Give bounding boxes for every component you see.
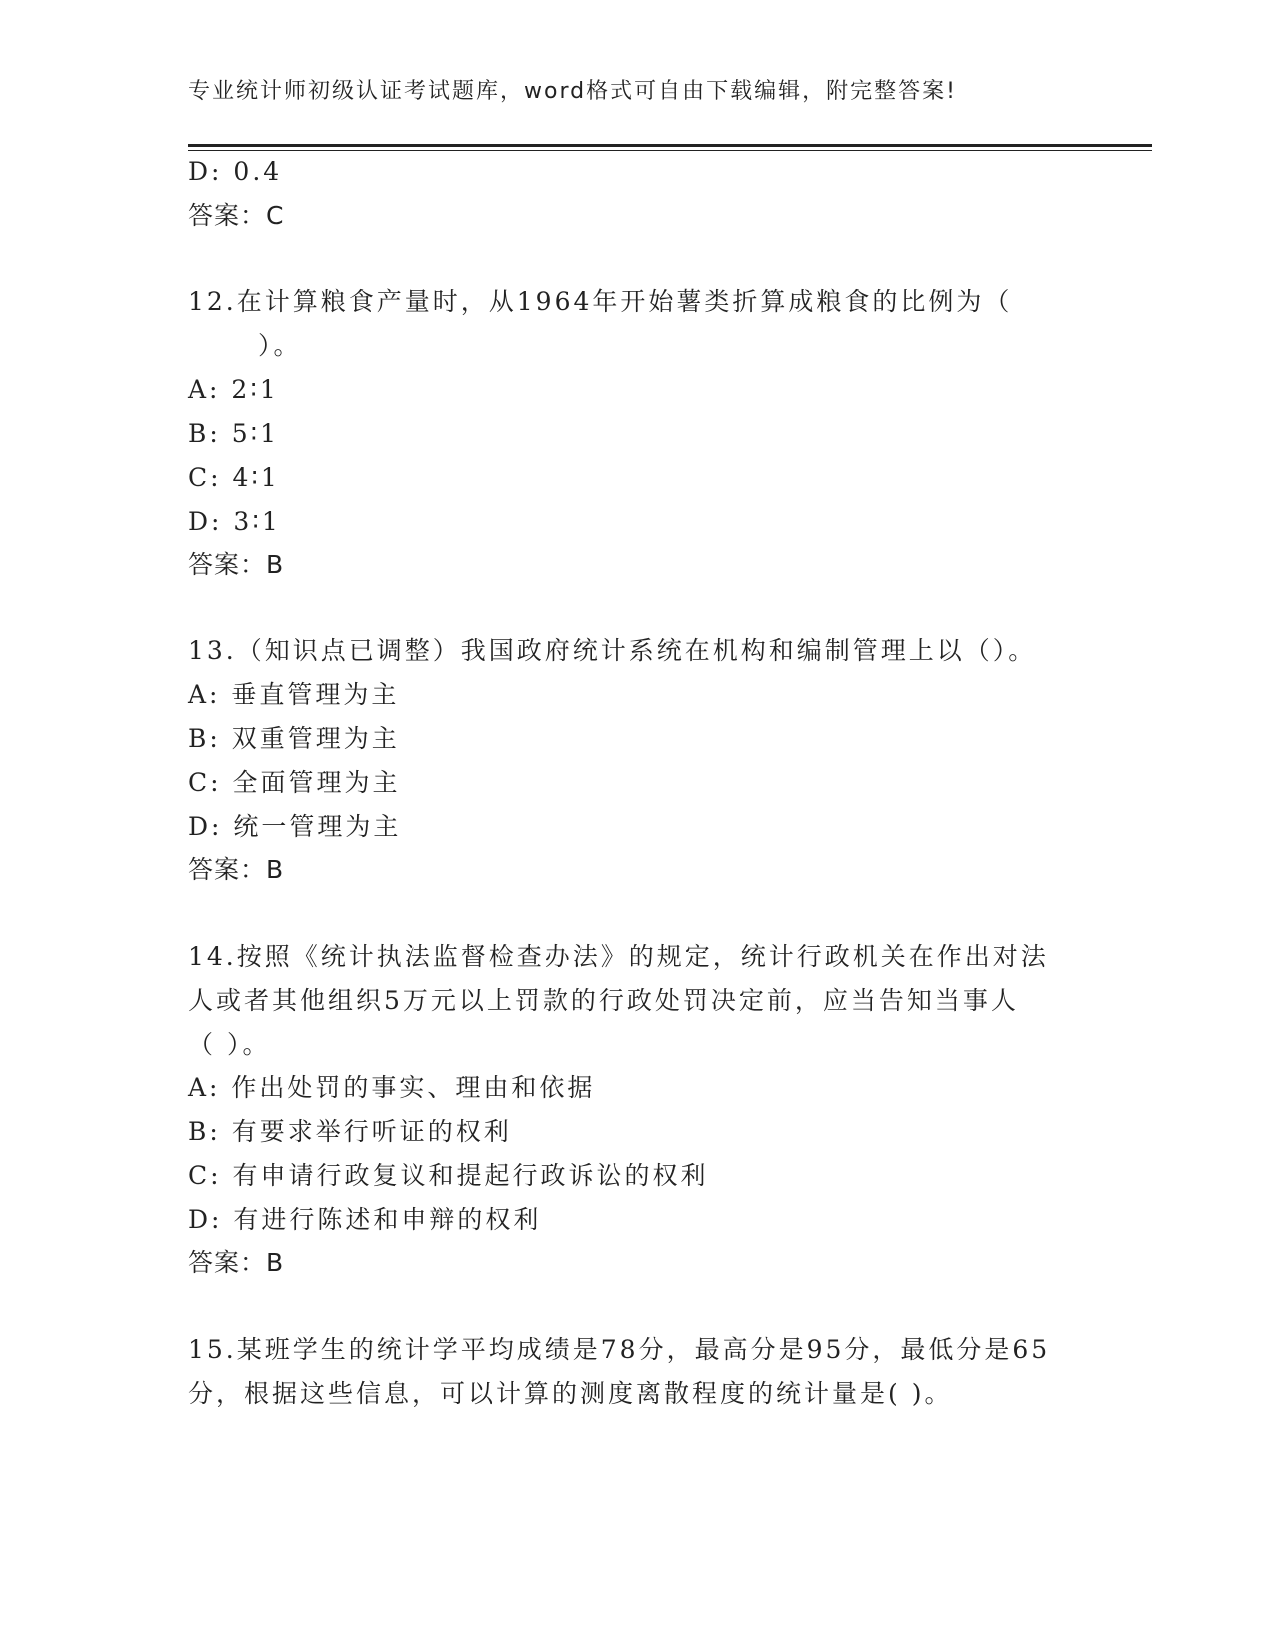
q14-stem-line2: 人或者其他组织5万元以上罚款的行政处罚决定前，应当告知当事人 <box>188 986 1019 1015</box>
header-rule-thin <box>188 150 1152 151</box>
q12-answer: 答案：B <box>188 550 285 579</box>
q13-option-c: C: 全面管理为主 <box>188 768 401 797</box>
q13-stem: 13.（知识点已调整）我国政府统计系统在机构和编制管理上以（）。 <box>188 636 1037 665</box>
q13-option-a: A: 垂直管理为主 <box>188 680 400 709</box>
q12-option-b: B: 5∶1 <box>188 419 280 448</box>
q13-answer: 答案：B <box>188 855 285 884</box>
q12-option-d: D: 3∶1 <box>188 507 281 536</box>
q15-stem-line2: 分，根据这些信息，可以计算的测度离散程度的统计量是( )。 <box>188 1379 953 1408</box>
prev-option-d: D: 0.4 <box>188 157 283 186</box>
q14-option-c: C: 有申请行政复议和提起行政诉讼的权利 <box>188 1161 709 1190</box>
q14-option-d: D: 有进行陈述和申辩的权利 <box>188 1205 542 1234</box>
page-header: 专业统计师初级认证考试题库，word格式可自由下载编辑，附完整答案! <box>188 79 957 104</box>
q14-option-b: B: 有要求举行听证的权利 <box>188 1117 512 1146</box>
header-rule-thick <box>188 144 1152 147</box>
q12-stem-line2: ）。 <box>258 331 302 360</box>
q14-option-a: A: 作出处罚的事实、理由和依据 <box>188 1073 596 1102</box>
q13-option-d: D: 统一管理为主 <box>188 812 402 841</box>
q13-option-b: B: 双重管理为主 <box>188 724 400 753</box>
q14-answer: 答案：B <box>188 1248 285 1277</box>
q14-stem-line3: （ ）。 <box>188 1030 271 1059</box>
q12-option-c: C: 4∶1 <box>188 463 280 492</box>
q12-option-a: A: 2∶1 <box>188 375 279 404</box>
prev-answer: 答案：C <box>188 201 285 230</box>
q14-stem-line1: 14.按照《统计执法监督检查办法》的规定，统计行政机关在作出对法 <box>188 942 1049 971</box>
q12-stem-line1: 12.在计算粮食产量时，从1964年开始薯类折算成粮食的比例为（ <box>188 287 1013 316</box>
q15-stem-line1: 15.某班学生的统计学平均成绩是78分，最高分是95分，最低分是65 <box>188 1335 1051 1364</box>
